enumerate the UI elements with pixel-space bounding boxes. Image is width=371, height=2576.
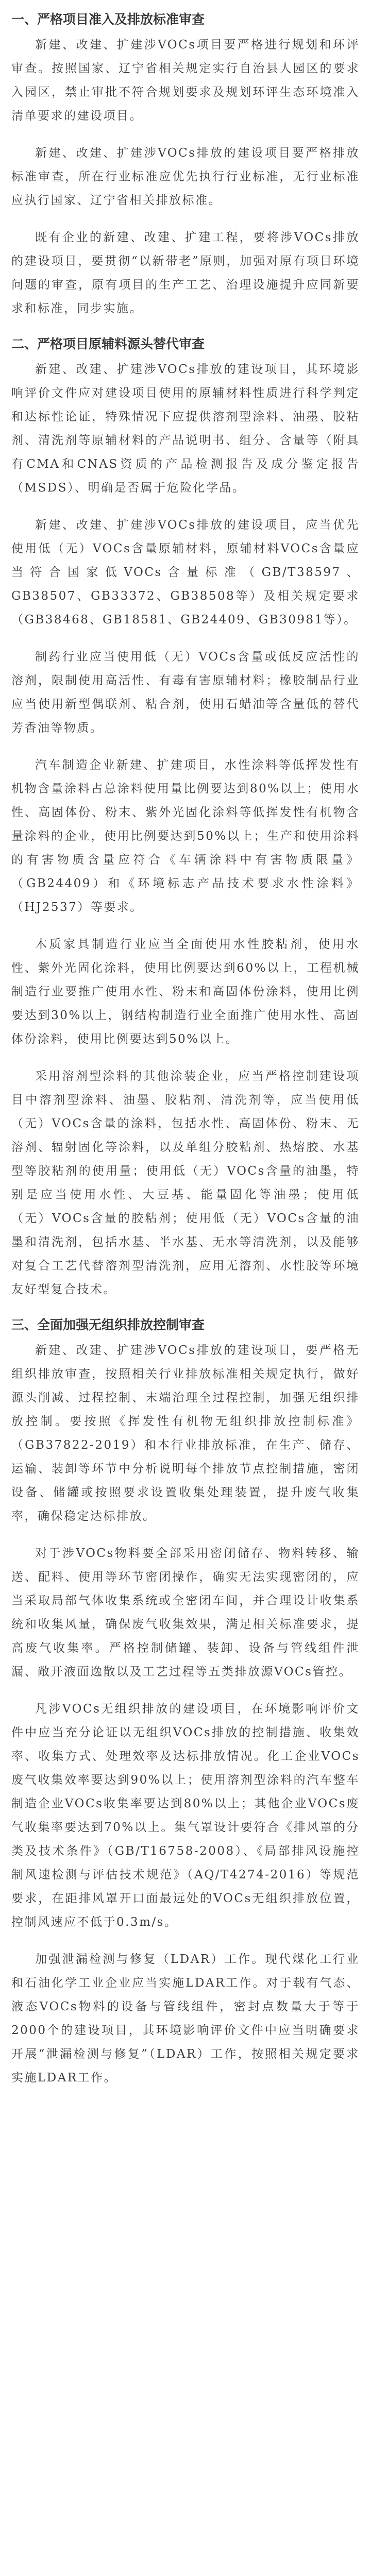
section-project-access — [11, 9, 360, 320]
paragraph: 凡涉VOCs无组织排放的建设项目，在环境影响评价文件中应当充分论证以无组织VOCs排放的控制措施、收集效率、收集方式、处理效率及达标排放情况。化工企业VOCs废气收集效率要达到90%以上；使用溶剂型涂料的汽车整车制造企业VOCs收集率要达到80%以上；其他企业VOCs废气收集率要达到70%以上。集气罩设计要符合《排风罩的分类及技术条件》（GB/T16758-2008）、《局部排风设施控制风速检测与评估技术规范》（AQ/T4274-2016）等规范要求，在距排风罩开口面最远处的VOCs无组织排放位置，控制风速应不低于0.3m/s。 — [11, 1702, 360, 1929]
paragraph: 新建、改建、扩建涉VOCs项目要严格进行规划和环评审查。按照国家、辽宁省相关规定实行自治县人园区的要求入园区，禁止审批不符合规划要求及规划环评生态环境准入清单要求的建设项目。 — [11, 38, 360, 123]
paragraph: 新建、改建、扩建涉VOCs排放的建设项目，其环境影响评价文件应对建设项目使用的原辅材料性质进行科学判定和达标性论证，特殊情况下应提供溶剂型涂料、油墨、胶粘剂、清洗剂等原辅材料的产品说明书、组分、含量等（附具有CMA和CNAS资质的产品检测报告及成分鉴定报告（MSDS）、明确是否属于危险化学品。 — [11, 363, 360, 495]
section-heading: 一、严格项目准入及排放标准审查 — [11, 12, 205, 27]
paragraph: 木质家具制造行业应当全面使用水性胶粘剂，使用水性、紫外光固化涂料，使用比例要达到60%以上，工程机械制造行业要推广使用水性、粉末和高固体份涂料，使用比例要达到30%以上，钢结构制造行业全面推广使用水性、高固体份涂料，使用比例要达到50%以上。 — [11, 938, 360, 1046]
section-raw-material-substitution — [11, 334, 360, 1301]
section-heading: 二、严格项目原辅料源头替代审查 — [11, 336, 205, 351]
paragraph: 新建、改建、扩建涉VOCs排放的建设项目，要严格无组织排放审查，按照相关行业排放标准相关规定执行，做好源头削减、过程控制、末端治理全过程控制，加强无组织排放控制。要按照《挥发性有机物无组织排放控制标准》（GB37822-2019）和本行业排放标准，在生产、储存、运输、装卸等环节中分析说明每个排放节点控制措施，密闭设备、储罐或按照要求设置收集处理装置，提升废气收集率，确保稳定达标排放。 — [11, 1344, 360, 1523]
section-heading: 三、全面加强无组织排放控制审查 — [11, 1317, 205, 1332]
paragraph: 新建、改建、扩建涉VOCs排放的建设项目要严格排放标准审查，所在行业标准应优先执行行业标准，无行业标准应执行国家、辽宁省相关排放标准。 — [11, 146, 360, 207]
paragraph: 新建、改建、扩建涉VOCs排放的建设项目，应当优先使用低（无）VOCs含量原辅材料，原辅材料VOCs含量应当符合国家低VOCs含量标准（GB/T38597、GB38507、GB33372、GB38508等）及相关规定要求（GB38468、GB18581、GB24409、GB30981等）。 — [11, 518, 360, 626]
paragraph: 既有企业的新建、改建、扩建工程，要将涉VOCs排放的建设项目，要贯彻“以新带老”原则，加强对原有项目环境问题的审查，原有项目的生产工艺、治理设施提升应同新要求和标准，同步实施。 — [11, 231, 360, 315]
paragraph: 制药行业应当使用低（无）VOCs含量或低反应活性的溶剂，限制使用高活性、有毒有害原辅材料；橡胶制品行业应当使用新型偶联剂、粘合剂，使用石蜡油等含量低的替代芳香油等物质。 — [11, 650, 360, 735]
section-fugitive-emission-control — [11, 1315, 360, 2090]
paragraph: 对于涉VOCs物料要全部采用密闭储存、物料转移、输送、配料、使用等环节密闭操作，确实无法实现密闭的，应当采取局部气体收集系统或全密闭车间，并合理设计收集系统和收集风量，确保废气收集效果，满足相关标准要求，提高废气收集率。严格控制储罐、装卸、设备与管线组件泄漏、敞开液面逸散以及工艺过程等五类排放源VOCs管控。 — [11, 1547, 360, 1679]
paragraph: 加强泄漏检测与修复（LDAR）工作。现代煤化工行业和石油化学工业企业应当实施LDAR工作。对于载有气态、液态VOCs物料的设备与管线组件，密封点数量大于等于2000个的建设项目，其环境影响评价文件中应当明确要求开展“泄漏检测与修复”（LDAR）工作，按照相关规定要求实施LDAR工作。 — [11, 1953, 360, 2084]
paragraph: 采用溶剂型涂料的其他涂装企业，应当严格控制建设项目中溶剂型涂料、油墨、胶粘剂、清洗剂等，应当使用低（无）VOCs含量的涂料，包括水性、高固体份、粉末、无溶剂、辐射固化等涂料，以及单组分胶粘剂、热熔胶、水基型等胶粘剂的使用量；使用低（无）VOCs含量的油墨，特别是应当使用水性、大豆基、能量固化等油墨；使用低（无）VOCs含量的胶粘剂；使用低（无）VOCs含量的油墨和清洗剂，包括水基、半水基、无水等清洗剂，以及能够对复合工艺代替溶剂型清洗剂，应用无溶剂、水性胶等环境友好型复合技术。 — [11, 1070, 360, 1296]
paragraph: 汽车制造企业新建、扩建项目，水性涂料等低挥发性有机物含量涂料占总涂料使用量比例要达到80%以上；使用水性、高固体份、粉末、紫外光固化涂料等低挥发性有机物含量涂料的企业，使用比例要达到50%以上；生产和使用涂料的有害物质含量应符合《车辆涂料中有害物质限量》（GB24409）和《环境标志产品技术要求水性涂料》（HJ2537）等要求。 — [11, 758, 360, 914]
